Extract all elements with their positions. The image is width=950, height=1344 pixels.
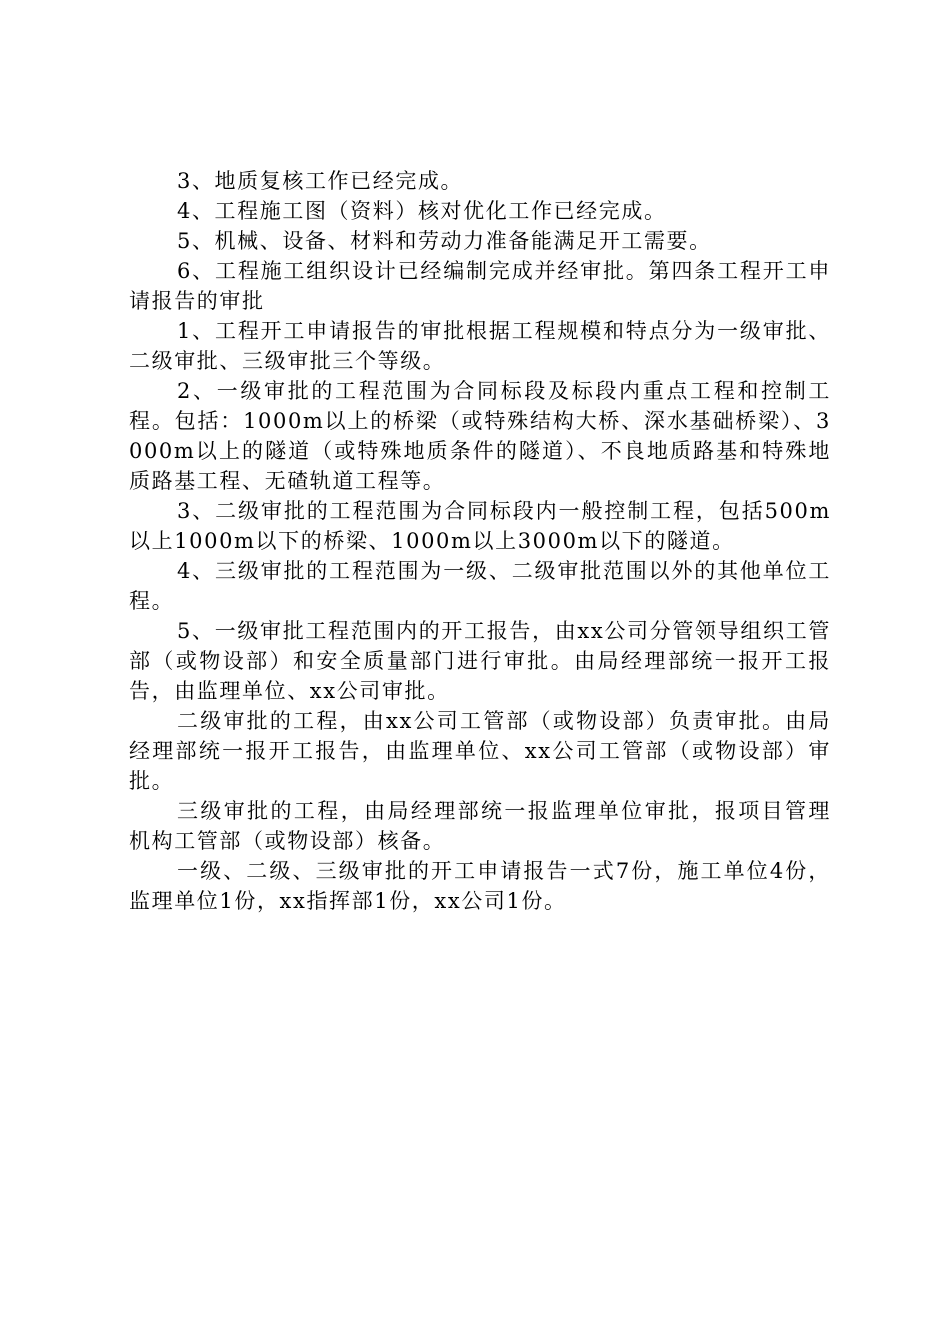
paragraph-11: 三级审批的工程，由局经理部统一报监理单位审批，报项目管理机构工管部（或物设部）核备。	[129, 799, 831, 853]
paragraph-8: 4、三级审批的工程范围为一级、二级审批范围以外的其他单位工程。	[129, 559, 831, 613]
paragraph-9: 5、一级审批工程范围内的开工报告，由xx公司分管领导组织工管部（或物设部）和安全质量部门进行审批。由局经理部统一报开工报告，由监理单位、xx公司审批。	[129, 619, 831, 703]
document-body	[129, 166, 831, 916]
paragraph-1: 3、地质复核工作已经完成。	[177, 169, 464, 193]
paragraph-4: 6、工程施工组织设计已经编制完成并经审批。第四条工程开工申请报告的审批	[129, 259, 831, 313]
paragraph-7: 3、二级审批的工程范围为合同标段内一般控制工程，包括500m以上1000m以下的桥梁、1000m以上3000m以下的隧道。	[129, 499, 831, 553]
paragraph-3: 5、机械、设备、材料和劳动力准备能满足开工需要。	[177, 229, 712, 253]
paragraph-2: 4、工程施工图（资料）核对优化工作已经完成。	[177, 199, 667, 223]
paragraph-10: 二级审批的工程，由xx公司工管部（或物设部）负责审批。由局经理部统一报开工报告，由监理单位、xx公司工管部（或物设部）审批。	[129, 709, 831, 793]
paragraph-12: 一级、二级、三级审批的开工申请报告一式7份，施工单位4份，监理单位1份，xx指挥部1份，xx公司1份。	[129, 859, 831, 913]
paragraph-6: 2、一级审批的工程范围为合同标段及标段内重点工程和控制工程。包括：1000m以上的桥梁（或特殊结构大桥、深水基础桥梁）、3000m以上的隧道（或特殊地质条件的隧道）、不良地质路基和特殊地质路基工程、无碴轨道工程等。	[129, 379, 831, 493]
paragraph-5: 1、工程开工申请报告的审批根据工程规模和特点分为一级审批、二级审批、三级审批三个等级。	[129, 319, 831, 373]
